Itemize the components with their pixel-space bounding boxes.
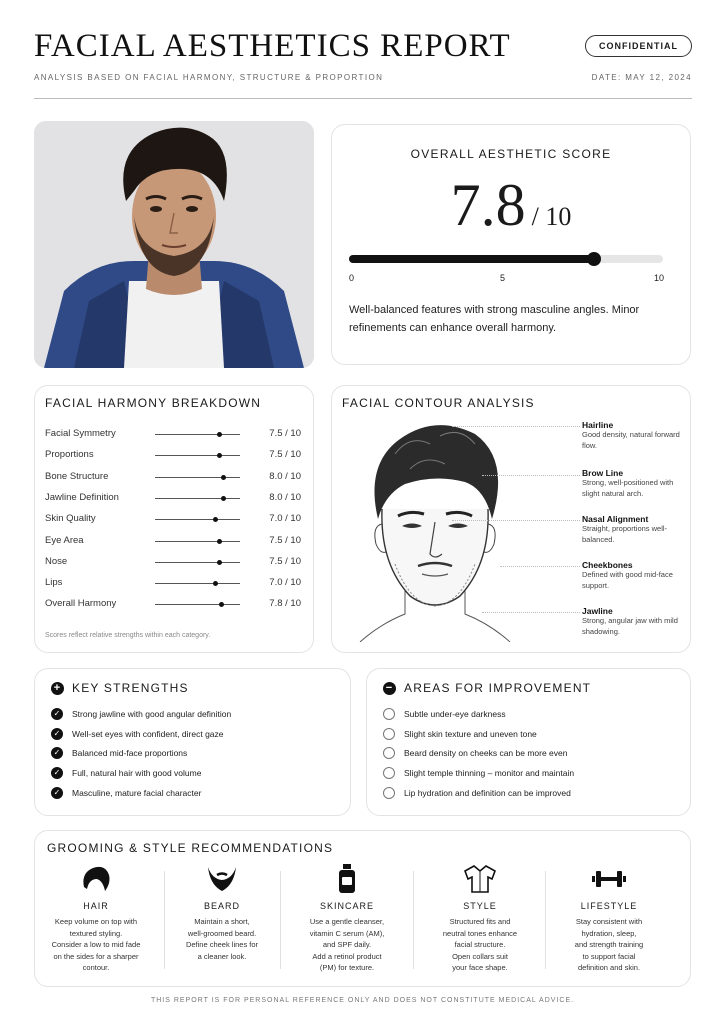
nasal-leader [452,520,580,521]
harmony-label: Jawline Definition [45,491,119,503]
empty-circle-icon [383,728,395,740]
empty-circle-icon [383,747,395,759]
contour-item-text: Straight, proportions well-balanced. [582,524,668,544]
check-icon: ✓ [51,787,63,799]
harmony-value: 7.0 / 10 [269,577,301,589]
check-icon: ✓ [51,767,63,779]
report-header [34,28,692,82]
score-value: 7.8 [450,172,526,238]
contour-item [582,560,687,591]
harmony-row [45,428,301,442]
cheekbone-leader [500,566,580,567]
report-title: FACIAL AESTHETICS REPORT [34,28,511,64]
strengths-item [51,766,201,780]
improvement-item-text: Lip hydration and definition can be improved [404,787,571,798]
strengths-item-text: Balanced mid-face proportions [72,748,188,759]
harmony-dot [213,517,218,522]
strengths-item-text: Well-set eyes with confident, direct gaze [72,728,224,739]
dumbbell-icon [550,863,668,895]
improvement-item-text: Beard density on cheeks can be more even [404,748,568,759]
harmony-value: 7.8 / 10 [269,598,301,610]
grooming-item-heading: BEARD [203,901,240,911]
improvement-item [383,727,537,741]
grooming-item-text: Structured fits and neutral tones enhance facial structure. Open collars suit your face shape. [442,917,518,972]
harmony-dot [213,581,218,586]
grooming-item-text: Stay consistent with hydration, sleep, and strength training to support facial definition and skin. [574,917,644,972]
contour-item-heading: Jawline [582,606,613,616]
contour-item-text: Defined with good mid-face support. [582,570,673,590]
contour-item-heading: Brow Line [582,468,624,478]
strengths-item [51,786,201,800]
grooming-item [288,863,406,981]
portrait-photo [34,121,314,368]
harmony-label: Proportions [45,449,94,461]
contour-item-text: Strong, well-positioned with slight natural arch. [582,478,674,498]
disclaimer-footer: THIS REPORT IS FOR PERSONAL REFERENCE ONLY AND DOES NOT CONSTITUTE MEDICAL ADVICE. [150,997,575,1004]
harmony-track [155,541,240,542]
harmony-row [45,471,301,485]
contour-item-heading: Hairline [582,420,614,430]
harmony-row [45,492,301,506]
harmony-row [45,535,301,549]
harmony-dot [217,539,222,544]
score-description: Well-balanced features with strong masculine angles. Minor refinements can enhance overall harmony. [349,304,640,334]
improvement-item-text: Slight temple thinning – monitor and maintain [404,768,575,779]
shirt-icon [421,863,539,895]
empty-circle-icon [383,708,395,720]
harmony-value: 7.5 / 10 [269,555,301,567]
score-tick-10: 10 [654,273,665,283]
score-tick-5: 5 [500,273,506,283]
strengths-item [51,707,231,721]
improvement-item [383,707,506,721]
harmony-label: Facial Symmetry [45,428,116,439]
grooming-divider [545,871,546,969]
harmony-label: Eye Area [45,534,84,546]
grooming-divider [280,871,281,969]
contour-item-text: Good density, natural forward flow. [582,430,680,450]
overall-score-card [331,124,691,365]
strengths-heading: KEY STRENGTHS [72,681,189,695]
grooming-item [550,863,668,981]
grooming-item-heading: HAIR [83,901,109,911]
facial-harmony-card [34,385,314,653]
grooming-item-text: Maintain a short, well-groomed beard. Define cheek lines for a cleaner look. [185,917,259,961]
contour-item-heading: Cheekbones [582,560,633,570]
harmony-value: 7.0 / 10 [269,513,301,525]
strengths-item-text: Masculine, mature facial character [72,787,202,798]
harmony-track [155,498,240,499]
score-bar-fill [349,255,594,263]
jawline-leader [482,612,580,613]
harmony-dot [221,475,226,480]
score-bar [349,255,663,263]
grooming-card [34,830,691,987]
score-tick-0: 0 [349,273,355,283]
grooming-item [421,863,539,981]
harmony-row [45,449,301,463]
areas-for-improvement-card [366,668,691,816]
harmony-row [45,598,301,612]
improvement-item [383,746,568,760]
score-bar-knob [587,252,601,266]
check-icon: ✓ [51,708,63,720]
strengths-item [51,727,224,741]
header-divider [34,98,692,99]
harmony-value: 7.5 / 10 [269,428,301,439]
harmony-track [155,455,240,456]
harmony-track [155,583,240,584]
strengths-item-text: Strong jawline with good angular definition [72,709,232,719]
grooming-item-heading: SKINCARE [319,901,374,911]
harmony-value: 7.5 / 10 [269,534,301,546]
harmony-title: FACIAL HARMONY BREAKDOWN [45,396,262,410]
check-icon: ✓ [51,728,63,740]
harmony-track [155,519,240,520]
face-sketch [350,414,520,642]
grooming-item-heading: STYLE [463,901,497,911]
harmony-value: 8.0 / 10 [269,491,301,503]
check-icon: ✓ [51,747,63,759]
grooming-item [163,863,281,981]
score-max: / 10 [531,202,572,231]
hair-icon [37,863,155,895]
strengths-item-text: Full, natural hair with good volume [72,768,202,779]
harmony-dot [217,432,222,437]
improvement-item-text: Slight skin texture and uneven tone [404,728,537,739]
plus-icon: + [51,682,64,695]
hairline-leader [452,426,580,427]
grooming-item-text: Use a gentle cleanser, vitamin C serum (AM), and SPF daily. Add a retinol product (PM) for texture. [309,917,385,972]
facial-contour-card [331,385,691,653]
harmony-track [155,604,240,605]
harmony-dot [217,560,222,565]
strengths-title [51,681,189,695]
grooming-item-text: Keep volume on top with textured styling. Consider a low to mid fade on the sides for a sharper contour. [51,917,141,972]
improvement-item [383,786,571,800]
beard-icon [163,863,281,895]
harmony-dot [217,453,222,458]
harmony-value: 8.0 / 10 [269,470,301,482]
contour-item [582,420,687,451]
contour-item [582,514,687,545]
strengths-item [51,746,187,760]
improvement-title [383,681,591,695]
harmony-row [45,577,301,591]
harmony-label: Lips [45,577,63,589]
confidential-badge: CONFIDENTIAL [585,35,692,57]
contour-title: FACIAL CONTOUR ANALYSIS [342,396,535,410]
grooming-item-heading: LIFESTYLE [580,901,638,911]
grooming-item [37,863,155,981]
improvement-item [383,766,574,780]
harmony-label: Skin Quality [45,513,96,525]
harmony-row [45,556,301,570]
harmony-note: Scores reflect relative strengths within each category. [45,632,211,639]
contour-item-heading: Nasal Alignment [582,514,649,524]
harmony-row [45,513,301,527]
grooming-divider [413,871,414,969]
contour-item [582,468,687,499]
contour-item-text: Strong, angular jaw with mild shadowing. [582,616,678,636]
harmony-dot [219,602,224,607]
harmony-label: Nose [45,555,68,567]
brow-leader [482,475,580,476]
grooming-title: GROOMING & STYLE RECOMMENDATIONS [47,841,334,855]
improvement-heading: AREAS FOR IMPROVEMENT [404,681,592,695]
report-date: DATE: MAY 12, 2024 [591,73,692,82]
harmony-label: Bone Structure [45,470,109,482]
report-subtitle: ANALYSIS BASED ON FACIAL HARMONY, STRUCTURE & PROPORTION [34,73,384,82]
harmony-value: 7.5 / 10 [269,449,301,461]
key-strengths-card [34,668,351,816]
contour-item [582,606,687,637]
harmony-track [155,562,240,563]
skincare-icon [288,863,406,895]
empty-circle-icon [383,787,395,799]
empty-circle-icon [383,767,395,779]
improvement-item-text: Subtle under-eye darkness [404,709,506,719]
harmony-track [155,477,240,478]
score-title: OVERALL AESTHETIC SCORE [410,147,612,161]
harmony-dot [221,496,226,501]
score-display [332,171,690,240]
harmony-track [155,434,240,435]
minus-icon: − [383,682,396,695]
harmony-label: Overall Harmony [45,598,117,610]
